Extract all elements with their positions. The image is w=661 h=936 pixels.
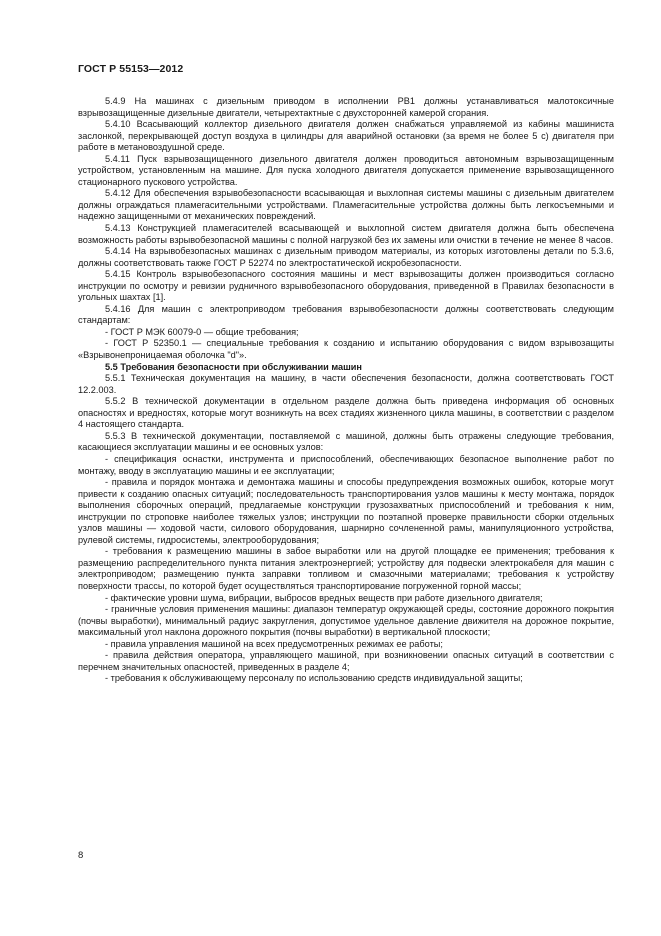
paragraph-5-5-3: 5.5.3 В технической документации, поставляемой с машиной, должны быть отражены следующие требования, касающиеся эксплуатации машины и ее основных узлов: bbox=[78, 430, 614, 453]
paragraph-5-4-11: 5.4.11 Пуск взрывозащищенного дизельного двигателя должен проводиться автономным взрывозащищенным устройством, установленным на машине. Для пуска холодного двигателя допускается применение взрывозащищенного стационарного пускового устройства. bbox=[78, 153, 614, 187]
paragraph-5-4-12: 5.4.12 Для обеспечения взрывобезопасности всасывающая и выхлопная системы машины с дизельным двигателем должны ограждаться пламегасительными устройствами. Пламегасительные устройства должны быть легкосъемными и надежно защищенными от механических повреждений. bbox=[78, 188, 614, 222]
list-item: - правила управления машиной на всех предусмотренных режимах ее работы; bbox=[105, 638, 443, 649]
list-item: - спецификация оснастки, инструмента и приспособлений, обеспечивающих безопасное выполнение работ по монтажу, вводу в эксплуатацию машины и ее эксплуатации; bbox=[78, 453, 614, 476]
paragraph-5-4-15: 5.4.15 Контроль взрывобезопасного состояния машины и мест взрывозащиты должен производиться согласно инструкции по осмотру и ревизии рудничного взрывобезопасного оборудования, приведенной в Правилах безопасности в угольных шахтах [1]. bbox=[78, 269, 614, 303]
document-header: ГОСТ Р 55153—2012 bbox=[78, 63, 184, 75]
list-item: - правила и порядок монтажа и демонтажа машины и способы предупреждения возможных ошибок, которые могут привести к созданию опасных ситуаций; последовательность транспортирования узлов машины к месту монтажа, порядок выполнения сборочных операций, предлагаемые конструкции грузозахватных приспособлений и требования к ним, инструкции по строповке наиболее тяжелых узлов; инструкции по поэтапной проверке правильности сборки отдельных узлов машины — ходовой части, силового оборудования, шарнирно сочлененной рамы, манипуляционного устройства, рулевой системы, гидросистемы, электрооборудования; bbox=[78, 477, 614, 545]
paragraph-5-4-10: 5.4.10 Всасывающий коллектор дизельного двигателя должен снабжаться управляемой из кабины машиниста заслонкой, перекрывающей доступ воздуха в цилиндры для аварийной остановки (за время не более 5 с) двигателя при работе в метановоздушной среде. bbox=[78, 119, 614, 153]
list-item: - ГОСТ Р МЭК 60079-0 — общие требования; bbox=[105, 326, 299, 337]
page-number: 8 bbox=[78, 850, 84, 861]
list-item: - фактические уровни шума, вибрации, выбросов вредных веществ при работе дизельного двигателя; bbox=[105, 592, 543, 603]
paragraph-5-4-13: 5.4.13 Конструкцией пламегасителей всасывающей и выхлопной систем двигателя должна быть обеспечена возможность работы взрывобезопасной машины с полной нагрузкой без их замены или очистки в течение не менее 8 часов. bbox=[78, 223, 614, 245]
section-heading-5-5: 5.5 Требования безопасности при обслуживании машин bbox=[105, 361, 362, 372]
paragraph-5-4-9: 5.4.9 На машинах с дизельным приводом в исполнении РВ1 должны устанавливаться малотоксичные взрывозащищенные дизельные двигатели, четырехтактные с двухсторонней камерой сгорания. bbox=[78, 96, 614, 118]
list-item: - граничные условия применения машины: диапазон температур окружающей среды, состояние дорожного покрытия (почвы выработки), минимальный радиус закругления, допустимое удельное давление движителя на дорожное покрытие, максимальный угол наклона дорожного покрытия (почвы выработки) в вертикальной плоскости; bbox=[78, 604, 614, 638]
list-item: - требования к размещению машины в забое выработки или на другой площадке ее применения; требования к размещению распределительного пункта питания электроэнергией; устройству для подвески электрокабеля для машин с электроприводом; размещению пункта заправки топливом и смазочными материалами; требования к устройству поверхности трассы, по которой будет осуществляться транспортирование погруженной горной массы; bbox=[78, 546, 614, 591]
paragraph-5-5-2: 5.5.2 В технической документации в отдельном разделе должна быть приведена информация об основных опасностях и вредностях, которые могут возникнуть на всех стадиях жизненного цикла машины, в соответствии с разделом 4 настоящего стандарта. bbox=[78, 396, 614, 430]
list-item: - ГОСТ Р 52350.1 — специальные требования к созданию и испытанию оборудования с видом взрывозащиты «Взрывонепроницаемая оболочка "d"». bbox=[78, 338, 614, 361]
paragraph-5-5-1: 5.5.1 Техническая документация на машину, в части обеспечения безопасности, должна соответствовать ГОСТ 12.2.003. bbox=[78, 373, 614, 395]
list-item: - требования к обслуживающему персоналу по использованию средств индивидуальной защиты; bbox=[105, 673, 523, 684]
paragraph-5-4-14: 5.4.14 На взрывобезопасных машинах с дизельным приводом материалы, из которых изготовлены детали по 5.3.6, должны соответствовать также ГОСТ Р 52274 по электростатической искробезопасности. bbox=[78, 246, 614, 268]
list-item: - правила действия оператора, управляющего машиной, при возникновении опасных ситуаций в соответствии с перечнем значительных опасностей, приведенных в разделе 4; bbox=[78, 650, 614, 672]
paragraph-5-4-16: 5.4.16 Для машин с электроприводом требования взрывобезопасности должны соответствовать следующим стандартам: bbox=[78, 303, 614, 326]
document-body bbox=[78, 96, 614, 685]
